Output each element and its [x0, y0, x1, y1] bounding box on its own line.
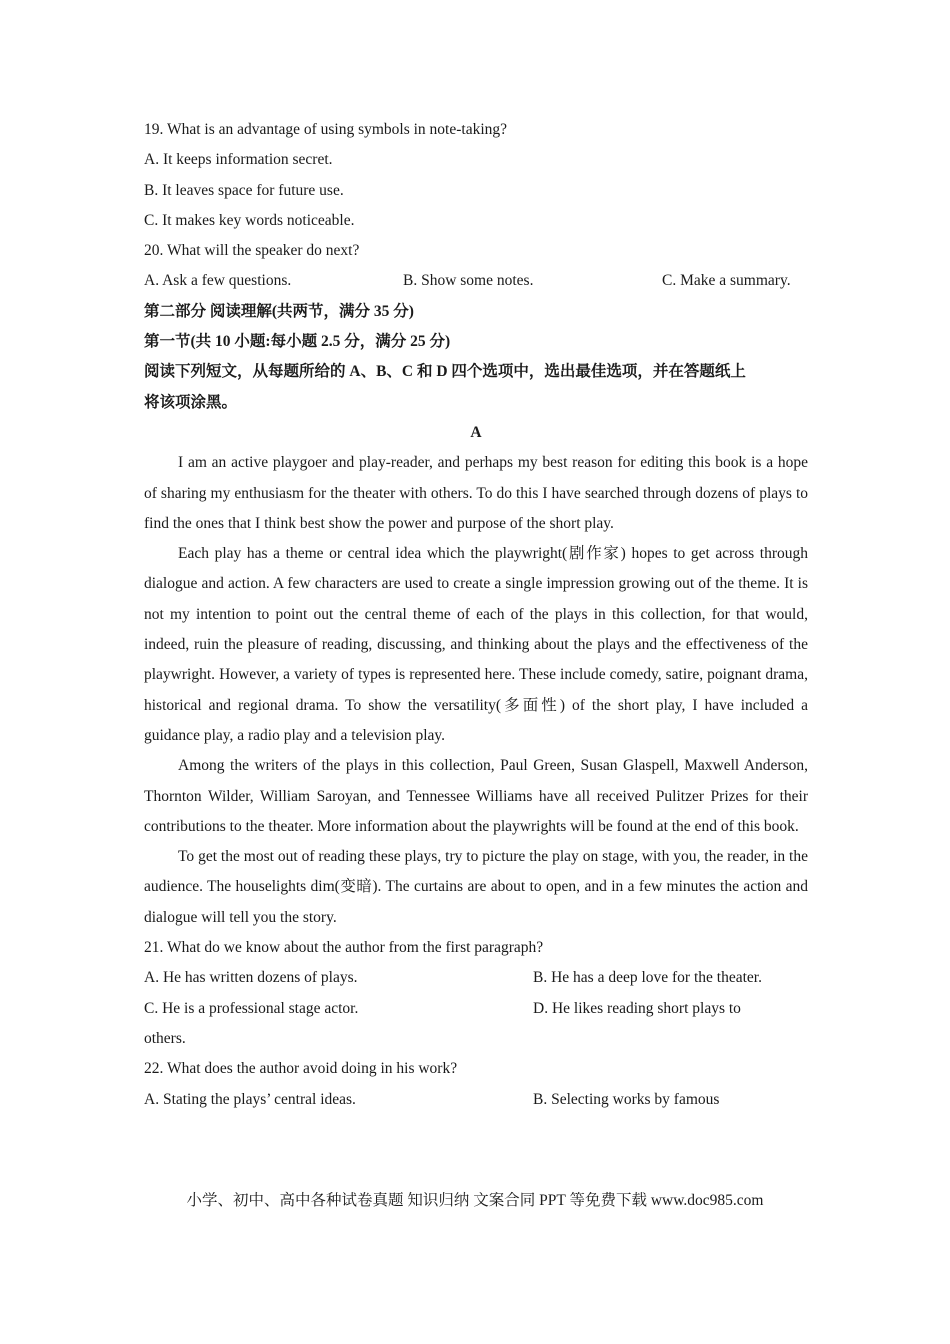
part-2-heading: 第二部分 阅读理解(共两节，满分 35 分): [144, 302, 414, 320]
passage-paragraph-1: I am an active playgoer and play-reader, and perhaps my best reason for editing this book is a hope of sharing my enthusiasm for the theater with others. To do this I have searched through dozens of plays to find the ones that I think best show the power and purpose of the short play.: [144, 454, 808, 532]
question-22-option-b: B. Selecting works by famous: [533, 1090, 720, 1108]
page-content: [144, 115, 808, 1115]
page-footer: 小学、初中、高中各种试卷真题 知识归纳 文案合同 PPT 等免费下载 www.doc985.com: [186, 1192, 764, 1209]
passage-paragraph-4: To get the most out of reading these plays, try to picture the play on stage, with you, the reader, in the audience. The houselights dim(变暗). The curtains are about to open, and in a few minutes the action and dialogue will tell you the story.: [144, 848, 808, 926]
passage-label: A: [470, 423, 482, 441]
question-20-option-b: B. Show some notes.: [403, 272, 534, 290]
question-22-options-row-1: [144, 1085, 808, 1115]
question-20-option-a: A. Ask a few questions.: [144, 272, 292, 290]
question-22-option-a: A. Stating the plays’ central ideas.: [144, 1090, 356, 1108]
question-21-stem: 21. What do we know about the author from the first paragraph?: [144, 939, 544, 957]
question-20-stem: 20. What will the speaker do next?: [144, 242, 360, 260]
instruction-line-2: 将该项涂黑。: [144, 393, 238, 411]
question-19-option-a: A. It keeps information secret.: [144, 151, 333, 169]
question-20-options: [144, 266, 808, 296]
passage-paragraph-3: Among the writers of the plays in this collection, Paul Green, Susan Glaspell, Maxwell Anderson, Thornton Wilder, William Saroyan, and Tennessee Williams have all received Pulitzer Prizes for their contributions to the theater. More information about the playwrights will be found at the end of this book.: [144, 757, 808, 835]
question-21-option-d: D. He likes reading short plays to: [533, 999, 741, 1017]
question-21-option-b: B. He has a deep love for the theater.: [533, 969, 762, 987]
question-20-option-c: C. Make a summary.: [662, 272, 791, 290]
section-1-heading: 第一节(共 10 小题:每小题 2.5 分，满分 25 分): [144, 333, 451, 351]
question-21-option-c: C. He is a professional stage actor.: [144, 999, 359, 1017]
question-19-option-c: C. It makes key words noticeable.: [144, 211, 355, 229]
passage-paragraph-2: Each play has a theme or central idea which the playwright(剧作家) hopes to get across through dialogue and action. A few characters are used to create a single impression growing out of the theme. It is not my intention to point out the central theme of each of the plays in this collection, for that would, indeed, ruin the pleasure of reading, discussing, and thinking about the plays and the effectiveness of the playwright. However, a variety of types is represented here. These include comedy, satire, poignant drama, historical and regional drama. To show the versatility(多面性) of the short play, I have included a guidance play, a radio play and a television play.: [144, 545, 808, 744]
question-22-stem: 22. What does the author avoid doing in his work?: [144, 1060, 458, 1078]
question-21-option-d-continued: others.: [144, 1029, 186, 1047]
question-19-option-b: B. It leaves space for future use.: [144, 181, 344, 199]
question-21-option-a: A. He has written dozens of plays.: [144, 969, 358, 987]
question-19-stem: 19. What is an advantage of using symbols in note-taking?: [144, 121, 508, 138]
question-21-options-row-2: [144, 994, 808, 1024]
instruction-line-1: 阅读下列短文，从每题所给的 A、B、C 和 D 四个选项中，选出最佳选项，并在答题纸上: [144, 363, 746, 381]
question-21-options-row-1: [144, 963, 808, 993]
